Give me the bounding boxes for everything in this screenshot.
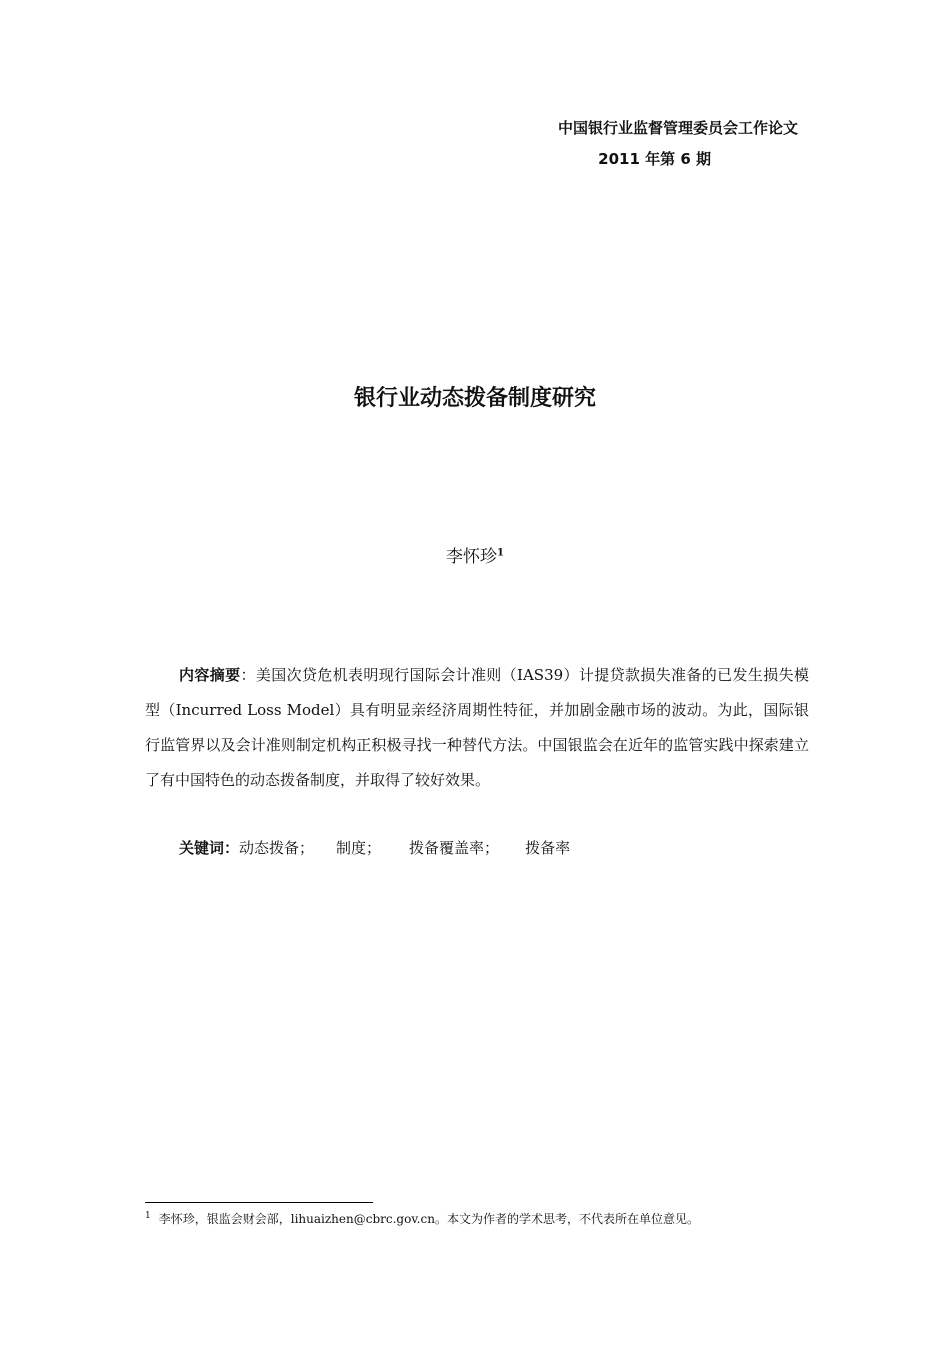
abstract-text: ：美国次贷危机表明现行国际会计准则（IAS39）计提贷款损失准备的已发生损失模型（Incurred Loss Model）具有明显亲经济周期性特征，并加剧金融市场的波动。为此，国际银行监管界以及会计准则制定机构正积极寻找一种替代方法。中国银监会在近年的监管实践中探索建立了有中国特色的动态拨备制度，并取得了较好效果。: [145, 666, 809, 789]
footnote-mark: 1: [145, 1211, 151, 1221]
footnote-divider: [145, 1202, 373, 1203]
author-footnote-mark: 1: [497, 547, 504, 559]
keyword-item: 制度；: [336, 839, 382, 857]
author-line: [0, 542, 950, 567]
footnote: [145, 1210, 699, 1227]
header-organization: 中国银行业监督管理委员会工作论文: [557, 119, 798, 137]
keywords-label: 关键词：: [179, 839, 240, 857]
keyword-item: 拨备率: [525, 839, 571, 857]
keyword-item: 拨备覆盖率；: [409, 839, 500, 857]
keyword-item: 动态拨备；: [239, 839, 315, 857]
header-issue: 2011 年第 6 期: [598, 150, 711, 168]
footnote-text: 李怀珍，银监会财会部，lihuaizhen@cbrc.gov.cn。本文为作者的学术思考，不代表所在单位意见。: [158, 1212, 699, 1226]
abstract-paragraph: [145, 658, 809, 798]
author-name: 李怀珍: [446, 547, 498, 567]
abstract-label: 内容摘要: [179, 666, 241, 684]
document-header: [558, 116, 798, 171]
paper-title: 银行业动态拨备制度研究: [353, 386, 596, 411]
keywords-line: [179, 837, 592, 858]
